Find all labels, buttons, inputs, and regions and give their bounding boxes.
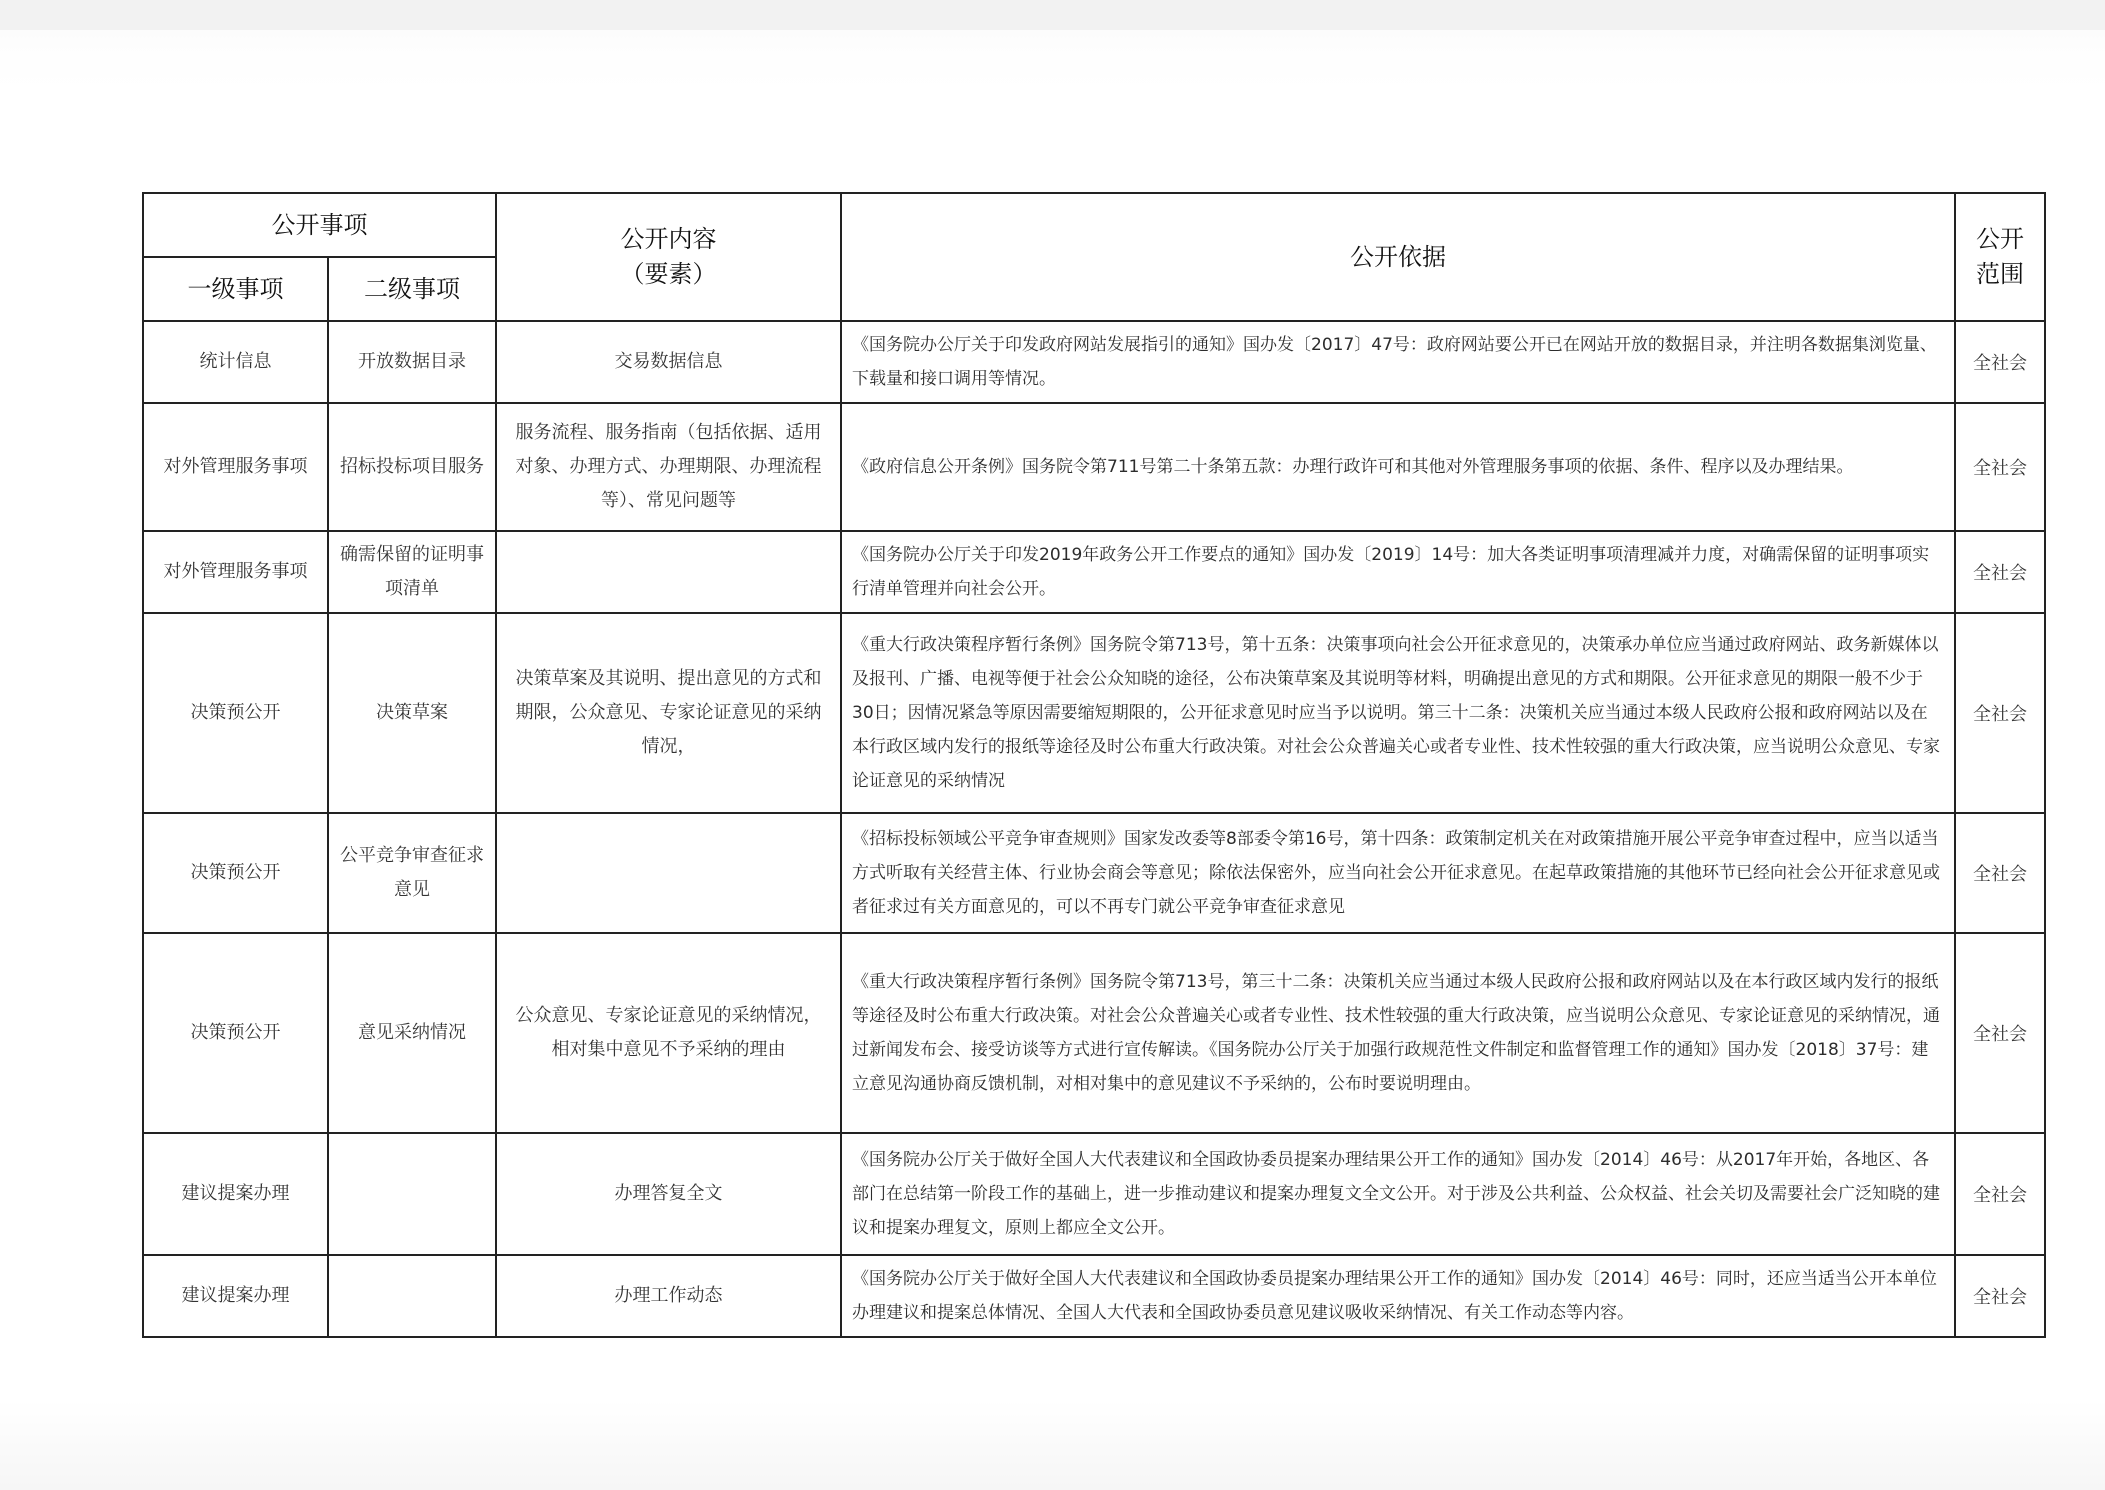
header-scope-line1: 公开 <box>1976 225 2024 254</box>
cell-content: 办理工作动态 <box>496 1255 841 1337</box>
table-row <box>143 1255 2045 1337</box>
cell-level1: 决策预公开 <box>143 933 328 1133</box>
cell-level1: 统计信息 <box>143 321 328 403</box>
cell-content: 决策草案及其说明、提出意见的方式和期限，公众意见、专家论证意见的采纳情况， <box>496 613 841 813</box>
cell-scope: 全社会 <box>1955 1255 2045 1337</box>
cell-content: 公众意见、专家论证意见的采纳情况，相对集中意见不予采纳的理由 <box>496 933 841 1133</box>
cell-level1: 对外管理服务事项 <box>143 403 328 531</box>
cell-level2: 意见采纳情况 <box>328 933 496 1133</box>
header-level2: 二级事项 <box>328 257 496 321</box>
cell-level2 <box>328 1133 496 1255</box>
cell-level2: 决策草案 <box>328 613 496 813</box>
cell-scope: 全社会 <box>1955 531 2045 613</box>
cell-scope: 全社会 <box>1955 813 2045 933</box>
header-scope <box>1955 193 2045 321</box>
table-row <box>143 1133 2045 1255</box>
cell-basis: 《国务院办公厅关于印发政府网站发展指引的通知》国办发〔2017〕47号：政府网站要公开已在网站开放的数据目录，并注明各数据集浏览量、下载量和接口调用等情况。 <box>841 321 1955 403</box>
header-group: 公开事项 <box>143 193 496 257</box>
cell-level1: 决策预公开 <box>143 613 328 813</box>
cell-level2 <box>328 1255 496 1337</box>
cell-level2: 确需保留的证明事项清单 <box>328 531 496 613</box>
header-level1: 一级事项 <box>143 257 328 321</box>
table-row <box>143 933 2045 1133</box>
header-content-line2: （要素） <box>620 260 717 288</box>
table-row <box>143 403 2045 531</box>
cell-basis: 《重大行政决策程序暂行条例》国务院令第713号，第三十二条：决策机关应当通过本级人民政府公报和政府网站以及在本行政区域内发行的报纸等途径及时公布重大行政决策。对社会公众普遍关心或者专业性、技术性较强的重大行政决策，应当说明公众意见、专家论证意见的采纳情况，通过新闻发布会、接受访谈等方式进行宣传解读。《国务院办公厅关于加强行政规范性文件制定和监督管理工作的通知》国办发〔2018〕37号：建立意见沟通协商反馈机制，对相对集中的意见建议不予采纳的，公布时要说明理由。 <box>841 933 1955 1133</box>
cell-basis: 《招标投标领域公平竞争审查规则》国家发改委等8部委令第16号，第十四条：政策制定机关在对政策措施开展公平竞争审查过程中，应当以适当方式听取有关经营主体、行业协会商会等意见；除依法保密外，应当向社会公开征求意见。在起草政策措施的其他环节已经向社会公开征求意见或者征求过有关方面意见的，可以不再专门就公平竞争审查征求意见 <box>841 813 1955 933</box>
cell-scope: 全社会 <box>1955 613 2045 813</box>
cell-level2: 公平竞争审查征求意见 <box>328 813 496 933</box>
cell-scope: 全社会 <box>1955 933 2045 1133</box>
header-scope-line2: 范围 <box>1976 260 2024 288</box>
scan-edge <box>0 0 2105 30</box>
header-content-line1: 公开内容 <box>620 225 717 254</box>
cell-scope: 全社会 <box>1955 1133 2045 1255</box>
cell-scope: 全社会 <box>1955 403 2045 531</box>
cell-basis: 《政府信息公开条例》国务院令第711号第二十条第五款：办理行政许可和其他对外管理服务事项的依据、条件、程序以及办理结果。 <box>841 403 1955 531</box>
cell-level2: 招标投标项目服务 <box>328 403 496 531</box>
table-row <box>143 321 2045 403</box>
cell-content <box>496 813 841 933</box>
table-row <box>143 531 2045 613</box>
cell-basis: 《国务院办公厅关于做好全国人大代表建议和全国政协委员提案办理结果公开工作的通知》国办发〔2014〕46号：同时，还应当适当公开本单位办理建议和提案总体情况、全国人大代表和全国政协委员意见建议吸收采纳情况、有关工作动态等内容。 <box>841 1255 1955 1337</box>
cell-basis: 《国务院办公厅关于印发2019年政务公开工作要点的通知》国办发〔2019〕14号：加大各类证明事项清理减并力度，对确需保留的证明事项实行清单管理并向社会公开。 <box>841 531 1955 613</box>
header-basis: 公开依据 <box>841 193 1955 321</box>
table-header <box>143 193 2045 321</box>
cell-scope: 全社会 <box>1955 321 2045 403</box>
disclosure-table <box>142 192 2046 1338</box>
cell-basis: 《重大行政决策程序暂行条例》国务院令第713号，第十五条：决策事项向社会公开征求意见的，决策承办单位应当通过政府网站、政务新媒体以及报刊、广播、电视等便于社会公众知晓的途径，公布决策草案及其说明等材料，明确提出意见的方式和期限。公开征求意见的期限一般不少于30日；因情况紧急等原因需要缩短期限的，公开征求意见时应当予以说明。第三十二条：决策机关应当通过本级人民政府公报和政府网站以及在本行政区域内发行的报纸等途径及时公布重大行政决策。对社会公众普遍关心或者专业性、技术性较强的重大行政决策，应当说明公众意见、专家论证意见的采纳情况 <box>841 613 1955 813</box>
header-content <box>496 193 841 321</box>
table-body <box>143 321 2045 1337</box>
cell-level1: 对外管理服务事项 <box>143 531 328 613</box>
cell-content: 服务流程、服务指南（包括依据、适用对象、办理方式、办理期限、办理流程等）、常见问题等 <box>496 403 841 531</box>
cell-content: 交易数据信息 <box>496 321 841 403</box>
cell-basis: 《国务院办公厅关于做好全国人大代表建议和全国政协委员提案办理结果公开工作的通知》国办发〔2014〕46号：从2017年开始，各地区、各部门在总结第一阶段工作的基础上，进一步推动建议和提案办理复文全文公开。对于涉及公共利益、公众权益、社会关切及需要社会广泛知晓的建议和提案办理复文，原则上都应全文公开。 <box>841 1133 1955 1255</box>
table-row <box>143 813 2045 933</box>
cell-content: 办理答复全文 <box>496 1133 841 1255</box>
cell-level2: 开放数据目录 <box>328 321 496 403</box>
cell-level1: 决策预公开 <box>143 813 328 933</box>
table-row <box>143 613 2045 813</box>
cell-level1: 建议提案办理 <box>143 1255 328 1337</box>
cell-content <box>496 531 841 613</box>
cell-level1: 建议提案办理 <box>143 1133 328 1255</box>
